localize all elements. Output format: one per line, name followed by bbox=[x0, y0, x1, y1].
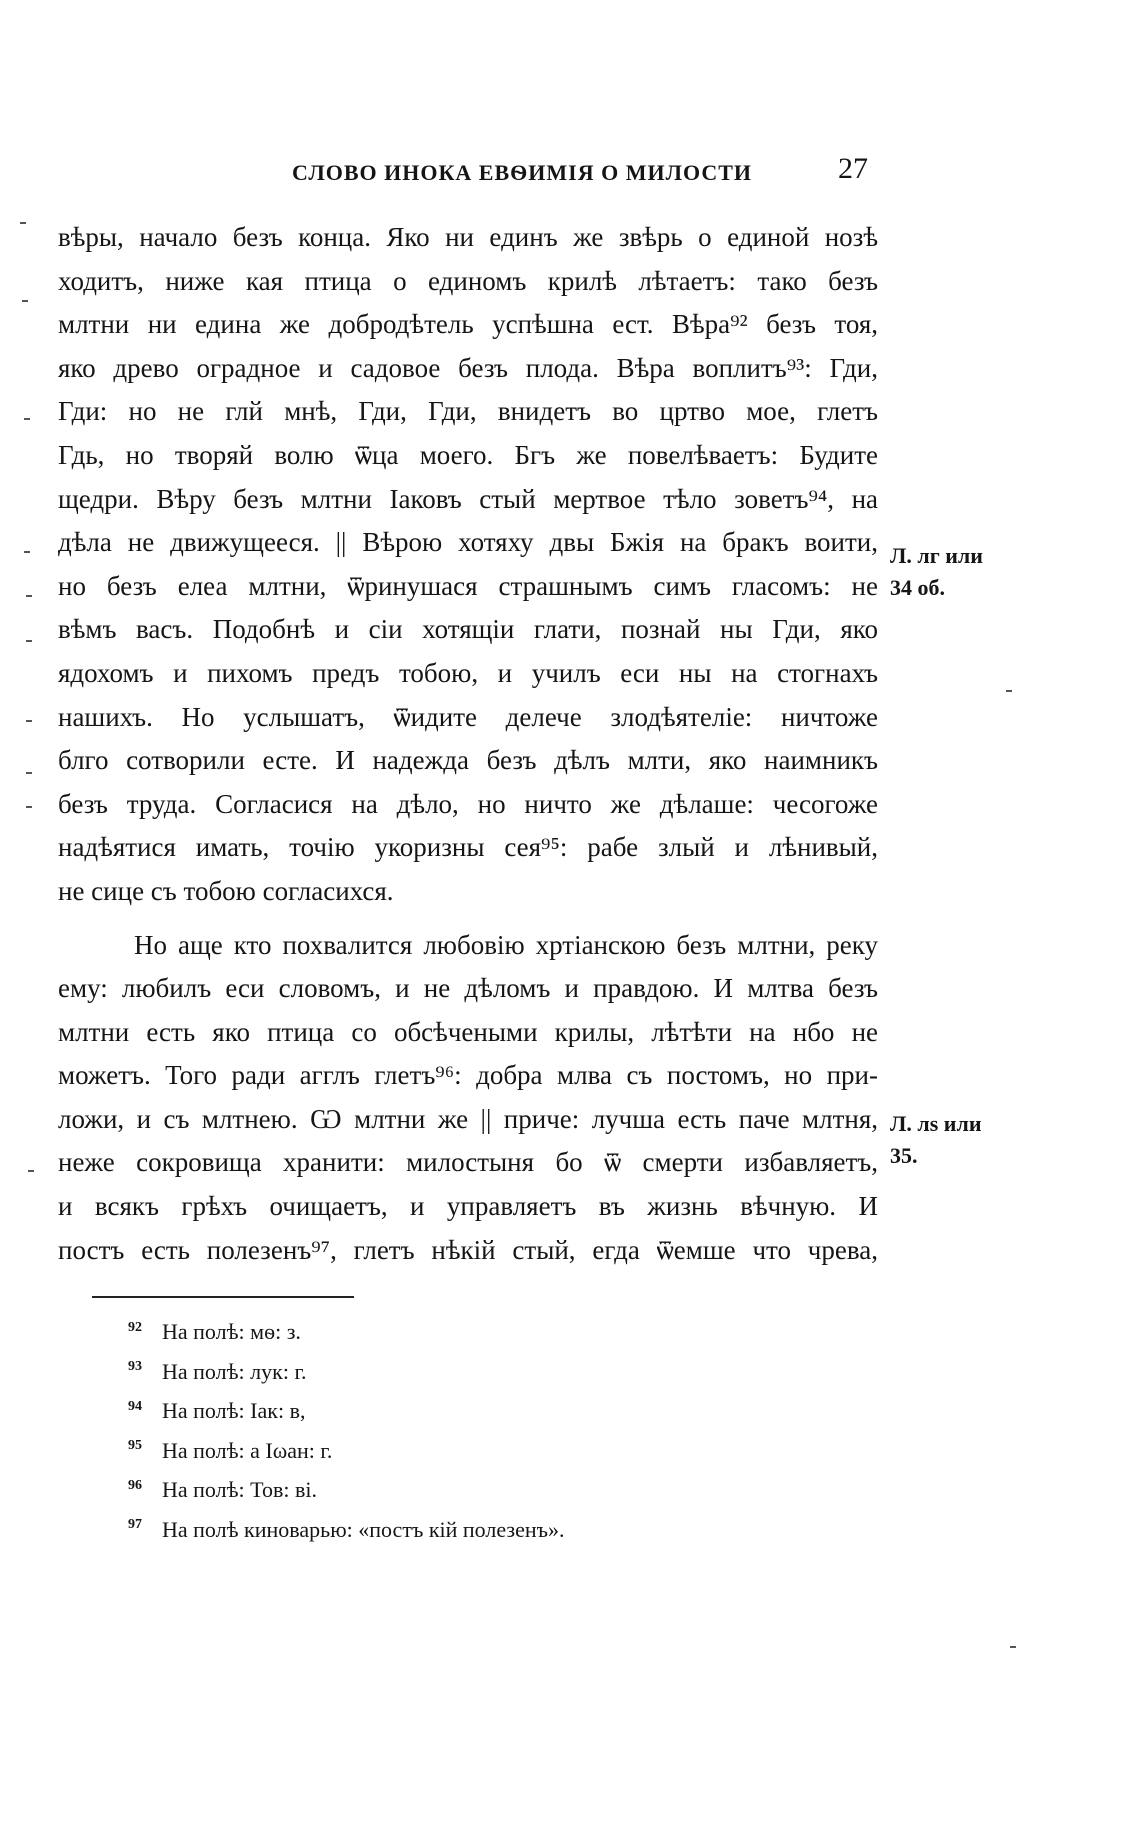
text-line: нашихъ. Но услышатъ, ѿидите делече злодѣятеліе: ничтоже bbox=[58, 701, 878, 732]
text-line: вѣры, начало безъ конца. Яко ни единъ же звѣрь о единой нозѣ bbox=[58, 222, 878, 252]
scan-mark bbox=[20, 222, 26, 224]
footnote-text: На полѣ: мѳ: з. bbox=[162, 1319, 301, 1344]
scan-mark bbox=[24, 551, 30, 553]
scan-mark bbox=[26, 806, 32, 808]
footnote-number: 97 bbox=[128, 1517, 142, 1533]
margin-note-line: Л. лг или bbox=[890, 543, 983, 568]
footnote-text: На полѣ киноварью: «постъ кій полезенъ». bbox=[162, 1516, 565, 1542]
paragraph-2 bbox=[58, 924, 878, 1273]
text-line: ему: любилъ еси словомъ, и не дѣломъ и правдою. И млтва безъ bbox=[58, 973, 878, 1004]
text-line: млтни ни едина же добродѣтель успѣшна ест. Вѣра⁹² безъ тоя, bbox=[58, 309, 878, 340]
scan-mark bbox=[22, 300, 28, 302]
text-line: можетъ. Того ради агглъ глетъ⁹⁶: добра млва съ постомъ, но при- bbox=[58, 1060, 878, 1091]
main-text bbox=[58, 216, 878, 1272]
text-line: Гдь, но творяй волю ѿца моего. Бгъ же повелѣваетъ: Будите bbox=[58, 439, 878, 470]
footnote-94 bbox=[128, 1391, 565, 1431]
text-line: ложи, и съ млтнею. Ѡ млтни же || приче: лучша есть паче млтня, bbox=[58, 1103, 878, 1134]
scan-mark bbox=[26, 595, 32, 597]
text-line: яко древо оградное и садовое безъ плода. Вѣра воплитъ⁹³: Гди, bbox=[58, 352, 878, 383]
text-line: блго сотворили есте. И надежда безъ дѣлъ млти, яко наимникъ bbox=[58, 745, 878, 776]
scan-mark bbox=[28, 1170, 34, 1172]
running-title: СЛОВО ИНОКА ЕВѲИМІЯ О МИЛОСТИ bbox=[292, 160, 753, 185]
margin-note-line: 35. bbox=[890, 1143, 918, 1168]
paragraph-gap bbox=[58, 914, 878, 924]
text-line: надѣятися имать, точію укоризны сея⁹⁵: рабе злый и лѣнивый, bbox=[58, 832, 878, 863]
text-line: но безъ елеа млтни, ѿринушася страшнымъ симъ гласомъ: не bbox=[58, 570, 878, 601]
footnote-text: На полѣ: Іак: в, bbox=[162, 1398, 306, 1423]
text-line: дѣла не движущееся. || Вѣрою хотяху двы Бжія на бракъ воити, bbox=[58, 527, 878, 558]
margin-note-line: Л. лѕ или bbox=[890, 1111, 982, 1136]
footnote-95 bbox=[128, 1431, 565, 1471]
paragraph-1 bbox=[58, 216, 878, 914]
footnote-text: На полѣ: лук: г. bbox=[162, 1358, 307, 1384]
footnote-93 bbox=[128, 1352, 565, 1392]
margin-note-line: 34 об. bbox=[890, 575, 945, 600]
text-line: неже сокровища хранити: милостыня бо ѿ смерти избавляетъ, bbox=[58, 1147, 878, 1178]
margin-note-leaf-33 bbox=[890, 540, 983, 604]
footnote-number: 93 bbox=[128, 1359, 142, 1375]
text-line: не сице съ тобою согласихся. bbox=[58, 875, 394, 906]
footnote-92 bbox=[128, 1312, 565, 1352]
scan-mark bbox=[1006, 690, 1012, 692]
text-line: постъ есть полезенъ⁹⁷, глетъ нѣкій стый, егда ѿемше что чрева, bbox=[58, 1234, 878, 1265]
scan-mark bbox=[24, 418, 30, 420]
scan-mark bbox=[26, 772, 32, 774]
text-line: Но аще кто похвалится любовію хртіанскою безъ млтни, реку bbox=[134, 929, 878, 960]
footnote-96 bbox=[128, 1470, 565, 1510]
footnote-number: 92 bbox=[128, 1319, 142, 1335]
footnote-number: 95 bbox=[128, 1438, 142, 1454]
footnote-number: 96 bbox=[128, 1477, 142, 1493]
footnote-97 bbox=[128, 1510, 565, 1550]
text-line: ядохомъ и пихомъ предъ тобою, и училъ еси ны на стогнахъ bbox=[58, 657, 878, 688]
text-line: ходитъ, ниже кая птица о единомъ крилѣ лѣтаетъ: тако безъ bbox=[58, 265, 878, 296]
footnote-text: На полѣ: а Іωан: г. bbox=[162, 1437, 333, 1463]
page-number: 27 bbox=[838, 152, 868, 185]
footnote-text: На полѣ: Тов: ві. bbox=[162, 1477, 317, 1502]
text-line: и всякъ грѣхъ очищаетъ, и управляетъ въ жизнь вѣчную. И bbox=[58, 1191, 878, 1222]
text-line: вѣмъ васъ. Подобнѣ и сіи хотящіи глати, познай ны Гди, яко bbox=[58, 614, 878, 645]
page-header bbox=[0, 150, 1140, 200]
footnote-separator bbox=[92, 1296, 354, 1298]
footnote-number: 94 bbox=[128, 1398, 142, 1414]
text-line: млтни есть яко птица со обсѣчеными крилы, лѣтѣти на нбо не bbox=[58, 1016, 878, 1047]
text-line: безъ труда. Согласися на дѣло, но ничто же дѣлаше: чесогоже bbox=[58, 788, 878, 819]
text-line: Гди: но не глй мнѣ, Гди, Гди, внидетъ во цртво мое, глетъ bbox=[58, 396, 878, 427]
text-line: щедри. Вѣру безъ млтни Іаковъ стый мертвое тѣло зоветъ⁹⁴, на bbox=[58, 483, 878, 514]
margin-note-leaf-36 bbox=[890, 1108, 982, 1172]
scan-mark bbox=[1010, 1646, 1016, 1648]
scan-mark bbox=[26, 640, 32, 642]
scan-mark bbox=[26, 720, 32, 722]
footnotes bbox=[128, 1312, 565, 1549]
